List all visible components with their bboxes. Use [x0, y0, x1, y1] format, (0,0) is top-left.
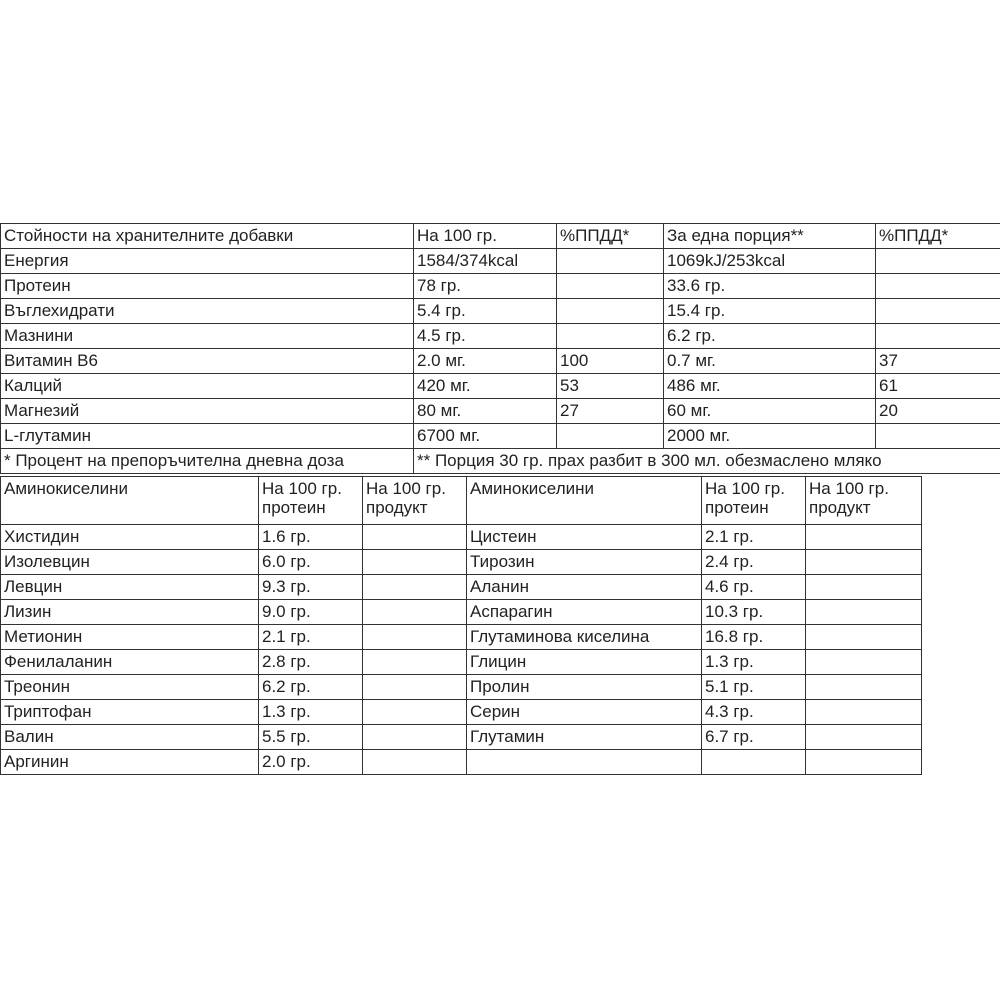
table-cell: 1584/374kcal	[414, 249, 557, 274]
table-cell	[806, 525, 922, 550]
amino-header-cell: На 100 гр. протеин	[702, 477, 806, 525]
table-cell: Глицин	[467, 650, 702, 675]
table-cell: 5.4 гр.	[414, 299, 557, 324]
table-cell: Магнезий	[1, 399, 414, 424]
table-cell	[363, 700, 467, 725]
table-row	[1, 750, 922, 775]
table-cell: Треонин	[1, 675, 259, 700]
table-cell: Аспарагин	[467, 600, 702, 625]
table-cell	[557, 249, 664, 274]
table-cell	[557, 299, 664, 324]
table-cell: 2.8 гр.	[259, 650, 363, 675]
table-cell: 2.0 гр.	[259, 750, 363, 775]
table-cell: Изолевцин	[1, 550, 259, 575]
table-cell	[806, 675, 922, 700]
table-cell	[876, 249, 1000, 274]
table-cell	[806, 625, 922, 650]
table-cell	[363, 550, 467, 575]
table-cell: Енергия	[1, 249, 414, 274]
table-cell: 2.0 мг.	[414, 349, 557, 374]
footnote-serving: ** Порция 30 гр. прах разбит в 300 мл. обезмаслено мляко	[414, 449, 1000, 474]
table-cell: Глутамин	[467, 725, 702, 750]
table-cell	[806, 600, 922, 625]
table-cell: 2000 мг.	[664, 424, 876, 449]
nutrition-body	[1, 224, 1000, 474]
nutrition-header-cell: Стойности на хранителните добавки	[1, 224, 414, 249]
table-cell: Въглехидрати	[1, 299, 414, 324]
table-cell	[363, 525, 467, 550]
table-cell	[363, 675, 467, 700]
table-cell	[806, 700, 922, 725]
table-cell: Тирозин	[467, 550, 702, 575]
table-cell: 4.3 гр.	[702, 700, 806, 725]
table-cell: 1.3 гр.	[259, 700, 363, 725]
table-cell: 6.0 гр.	[259, 550, 363, 575]
table-cell: 33.6 гр.	[664, 274, 876, 299]
table-row	[1, 625, 922, 650]
table-row	[1, 675, 922, 700]
table-cell	[876, 274, 1000, 299]
nutrition-header-cell: За една порция**	[664, 224, 876, 249]
table-cell: 16.8 гр.	[702, 625, 806, 650]
table-cell: Протеин	[1, 274, 414, 299]
table-cell: 9.0 гр.	[259, 600, 363, 625]
table-cell: 27	[557, 399, 664, 424]
table-row	[1, 650, 922, 675]
table-cell: Триптофан	[1, 700, 259, 725]
table-cell: Мазнини	[1, 324, 414, 349]
table-cell: 15.4 гр.	[664, 299, 876, 324]
table-row	[1, 700, 922, 725]
table-row	[1, 600, 922, 625]
table-row	[1, 725, 922, 750]
table-row	[1, 525, 922, 550]
amino-header-cell: Аминокиселини	[1, 477, 259, 525]
table-cell: 420 мг.	[414, 374, 557, 399]
table-cell	[806, 750, 922, 775]
nutrition-header-cell: %ППДД*	[557, 224, 664, 249]
table-cell	[876, 424, 1000, 449]
table-cell: Лизин	[1, 600, 259, 625]
table-cell: Пролин	[467, 675, 702, 700]
table-cell: 6.2 гр.	[259, 675, 363, 700]
nutrition-header-row	[1, 224, 1000, 249]
table-cell: Метионин	[1, 625, 259, 650]
table-cell: 2.1 гр.	[259, 625, 363, 650]
table-cell: 61	[876, 374, 1000, 399]
table-cell: 4.6 гр.	[702, 575, 806, 600]
table-cell	[806, 550, 922, 575]
table-cell	[363, 725, 467, 750]
amino-body	[1, 477, 922, 775]
nutrition-table	[0, 223, 1000, 474]
table-cell: 486 мг.	[664, 374, 876, 399]
table-cell	[557, 274, 664, 299]
amino-acids-table	[0, 476, 922, 775]
table-cell: 100	[557, 349, 664, 374]
table-cell	[876, 299, 1000, 324]
table-cell	[363, 600, 467, 625]
table-row	[1, 324, 1000, 349]
table-cell: Серин	[467, 700, 702, 725]
table-cell	[876, 324, 1000, 349]
table-cell	[363, 575, 467, 600]
table-cell	[363, 650, 467, 675]
table-cell	[557, 424, 664, 449]
table-cell: 9.3 гр.	[259, 575, 363, 600]
footnote-row	[1, 449, 1000, 474]
table-cell: Цистеин	[467, 525, 702, 550]
table-cell	[557, 324, 664, 349]
table-cell: 1.3 гр.	[702, 650, 806, 675]
table-cell: 2.4 гр.	[702, 550, 806, 575]
table-cell: Аргинин	[1, 750, 259, 775]
table-cell: 1069kJ/253kcal	[664, 249, 876, 274]
table-cell: Витамин B6	[1, 349, 414, 374]
footnote-rda: * Процент на препоръчителна дневна доза	[1, 449, 414, 474]
table-cell: 2.1 гр.	[702, 525, 806, 550]
nutrition-header-cell: %ППДД*	[876, 224, 1000, 249]
table-cell: L-глутамин	[1, 424, 414, 449]
table-cell: 5.5 гр.	[259, 725, 363, 750]
table-row	[1, 299, 1000, 324]
table-cell	[467, 750, 702, 775]
amino-header-row	[1, 477, 922, 525]
nutrition-header-cell: На 100 гр.	[414, 224, 557, 249]
table-cell: Фенилаланин	[1, 650, 259, 675]
table-cell: 37	[876, 349, 1000, 374]
table-cell: Левцин	[1, 575, 259, 600]
amino-header-cell: На 100 гр. протеин	[259, 477, 363, 525]
table-cell: Глутаминова киселина	[467, 625, 702, 650]
table-cell: Валин	[1, 725, 259, 750]
table-cell: Калций	[1, 374, 414, 399]
table-cell	[806, 575, 922, 600]
table-row	[1, 349, 1000, 374]
amino-header-cell: Аминокиселини	[467, 477, 702, 525]
table-row	[1, 550, 922, 575]
table-cell: 80 мг.	[414, 399, 557, 424]
table-cell: 5.1 гр.	[702, 675, 806, 700]
amino-header-cell: На 100 гр. продукт	[363, 477, 467, 525]
table-cell: 6700 мг.	[414, 424, 557, 449]
table-row	[1, 249, 1000, 274]
table-cell: 0.7 мг.	[664, 349, 876, 374]
table-row	[1, 374, 1000, 399]
table-cell: 1.6 гр.	[259, 525, 363, 550]
table-cell: 53	[557, 374, 664, 399]
table-cell: 10.3 гр.	[702, 600, 806, 625]
table-cell: 20	[876, 399, 1000, 424]
table-row	[1, 399, 1000, 424]
table-cell: 6.2 гр.	[664, 324, 876, 349]
table-cell: Хистидин	[1, 525, 259, 550]
table-cell: Аланин	[467, 575, 702, 600]
table-cell	[806, 725, 922, 750]
table-cell	[363, 750, 467, 775]
table-cell: 78 гр.	[414, 274, 557, 299]
table-cell: 60 мг.	[664, 399, 876, 424]
table-cell: 4.5 гр.	[414, 324, 557, 349]
table-cell	[702, 750, 806, 775]
table-row	[1, 575, 922, 600]
table-cell	[363, 625, 467, 650]
table-cell	[806, 650, 922, 675]
table-row	[1, 274, 1000, 299]
table-cell: 6.7 гр.	[702, 725, 806, 750]
table-row	[1, 424, 1000, 449]
amino-header-cell: На 100 гр. продукт	[806, 477, 922, 525]
